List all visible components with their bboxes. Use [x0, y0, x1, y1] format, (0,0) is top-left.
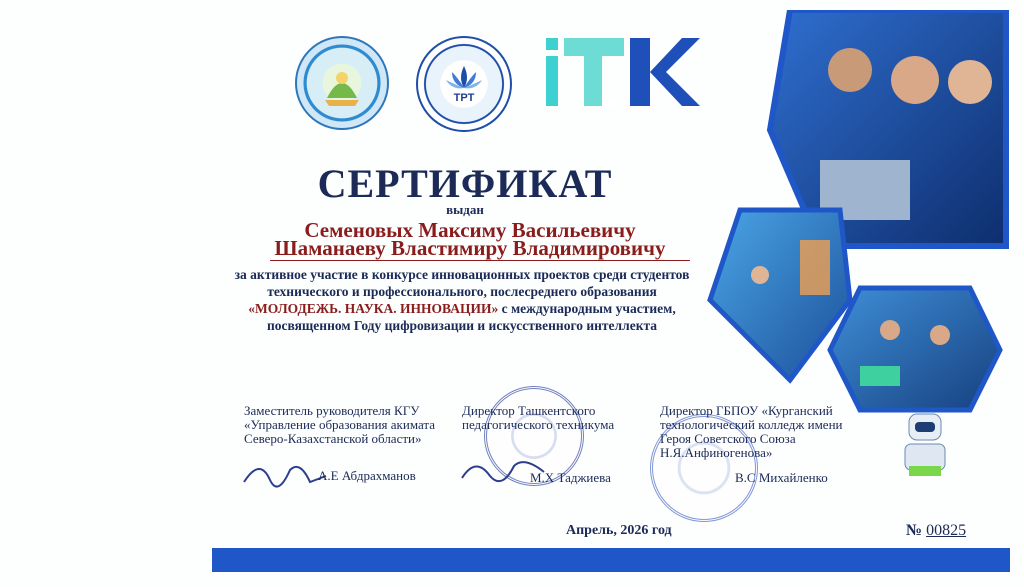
recipient-underline: [270, 260, 690, 261]
signatory-2-name: М.Х Таджиева: [530, 470, 611, 485]
body-text-after: с международным участием, посвященном Году цифровизации и искусственного интеллекта: [266, 301, 676, 333]
issued-label: выдан: [446, 202, 484, 217]
signatory-3-name: В.С Михайленко: [735, 470, 828, 485]
recipient-name-2: Шаманаеву Властимиру Владимировичу: [274, 236, 666, 260]
certificate-number: [906, 522, 966, 540]
signatory-1-name: А.Е Абдрахманов: [318, 468, 416, 483]
book-leaf-emblem-icon: [297, 38, 387, 128]
signatory-3-position: Директор ГБПОУ «Курганский технологический колледж имени Героя Советского Союза Н.Я.Анфиногенова»: [660, 403, 843, 460]
bottom-accent-bar: [212, 548, 1010, 572]
number-value: 00825: [926, 522, 967, 539]
lotus-emblem-icon: [418, 38, 510, 130]
tashkent-pedagogical-logo: [416, 36, 512, 132]
certificate-title: СЕРТИФИКАТ: [317, 161, 613, 206]
number-sign: №: [906, 522, 923, 539]
signatory-2-position: Директор Ташкентского педагогического техникума: [462, 403, 615, 432]
region-education-logo: [295, 36, 389, 130]
iktk-logo-icon: [542, 34, 702, 114]
recipient-name-1: Семеновых Максиму Васильевичу: [304, 218, 636, 242]
tpt-logo-text: TPT: [453, 92, 475, 104]
signatory-1-position: Заместитель руководителя КГУ «Управление образования акимата Северо-Казахстанской области»: [244, 403, 435, 446]
issue-date: Апрель, 2026 год: [566, 523, 672, 538]
students-photo-collage: [700, 10, 1010, 420]
body-text-before: за активное участие в конкурсе инновационных проектов среди студентов технического и профессионального, послесреднего образования: [234, 267, 690, 299]
robot-icon: [895, 408, 955, 478]
signature-1-icon: [240, 452, 330, 502]
contest-name: «МОЛОДЕЖЬ. НАУКА. ИННОВАЦИИ»: [248, 301, 499, 316]
certificate-body: [228, 266, 696, 334]
